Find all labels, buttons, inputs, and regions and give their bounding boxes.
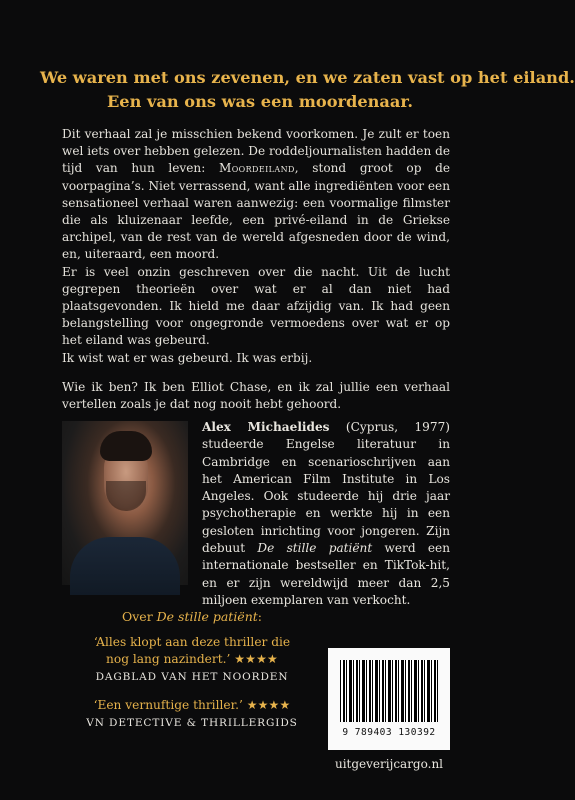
headline-line-2: Een van ons was een moordenaar. — [106, 92, 414, 111]
review-source-1: DAGBLAD VAN HET NOORDEN — [95, 671, 289, 683]
reviews-heading-title: De stille patiënt — [156, 609, 258, 624]
newspaper-headline: Moordeiland — [218, 161, 295, 176]
blurb-paragraph-1 — [62, 126, 450, 264]
back-cover-headline — [40, 66, 575, 114]
author-photo — [62, 421, 188, 585]
publisher-website: uitgeverijcargo.nl — [334, 757, 444, 771]
review-quote-1 — [62, 634, 322, 668]
blurb — [62, 126, 450, 413]
headline-line-1: We waren met ons zevenen, en we zaten vast op het eiland. — [40, 68, 575, 87]
blurb-paragraph-2: Er is veel onzin geschreven over die nacht. Uit de lucht gegrepen theorieën over wat er al dan niet had plaatsgevonden. Ik hield me daar afzijdig van. Ik had geen belangstelling voor ongegronde vermoedens over wat er op het eiland was gebeurd. — [62, 264, 450, 348]
review-1-line-2: nog lang nazindert.’ — [106, 652, 231, 666]
blurb-paragraph-3: Ik wist wat er was gebeurd. Ik was erbij. — [62, 350, 313, 365]
review-2-stars: ★★★★ — [246, 698, 291, 712]
author-photo-hair — [100, 431, 152, 461]
barcode-bars — [340, 660, 438, 722]
reviews-heading-suffix: : — [257, 609, 263, 624]
reviews — [62, 608, 322, 731]
review-1-line-1: ‘Alles klopt aan deze thriller die — [93, 635, 291, 649]
author-bio-text-b: werd een internationale bestseller en TikTok-hit, en er zijn wereldwijd meer dan 2,5 miljoen exemplaren van verkocht. — [202, 541, 450, 607]
review-2-line-1: ‘Een vernuftige thriller.’ — [93, 698, 243, 712]
review-quote-2 — [62, 697, 322, 714]
blurb-paragraph-4: Wie ik ben? Ik ben Elliot Chase, en ik zal jullie een verhaal vertellen zoals je dat nog nooit hebt gehoord. — [62, 379, 450, 412]
blurb-p1-text-a: Dit verhaal zal je misschien bekend voorkomen. Je zult er toen wel iets over hebben gelezen. De roddeljournalisten hadden de tijd van hun leven: — [62, 127, 450, 176]
debut-title: De stille patiënt — [257, 541, 373, 556]
isbn-number: 9 789403 130392 — [342, 727, 436, 738]
reviews-heading-prefix: Over — [121, 609, 157, 624]
review-source-2: VN DETECTIVE & THRILLERGIDS — [86, 717, 298, 729]
author-photo-shirt — [70, 537, 180, 595]
blurb-p1-text-b: , stond groot op de voorpagina’s. Niet verrassend, want alle ingrediënten voor een sensationeel verhaal waren aanwezig: een voormalige filmster die als kluizenaar leefde, een privé-eiland in de Griekse archipel, van de rest van de wereld afgesneden door de wind, en, uiteraard, een moord. — [62, 161, 451, 262]
review-1-stars: ★★★★ — [234, 652, 278, 666]
barcode — [328, 648, 450, 750]
reviews-heading — [62, 608, 322, 626]
author-photo-beard — [106, 481, 146, 511]
author-bio — [202, 419, 450, 609]
author-name: Alex Michaelides — [202, 420, 330, 434]
author-bio-text-a: (Cyprus, 1977) studeerde Engelse literatuur in Cambridge en scenarioschrijven aan het American Film Institute in Los Angeles. Ook studeerde hij drie jaar psychotherapie en werkte hij in een gesloten inrichting voor jongeren. Zijn debuut — [202, 420, 450, 556]
